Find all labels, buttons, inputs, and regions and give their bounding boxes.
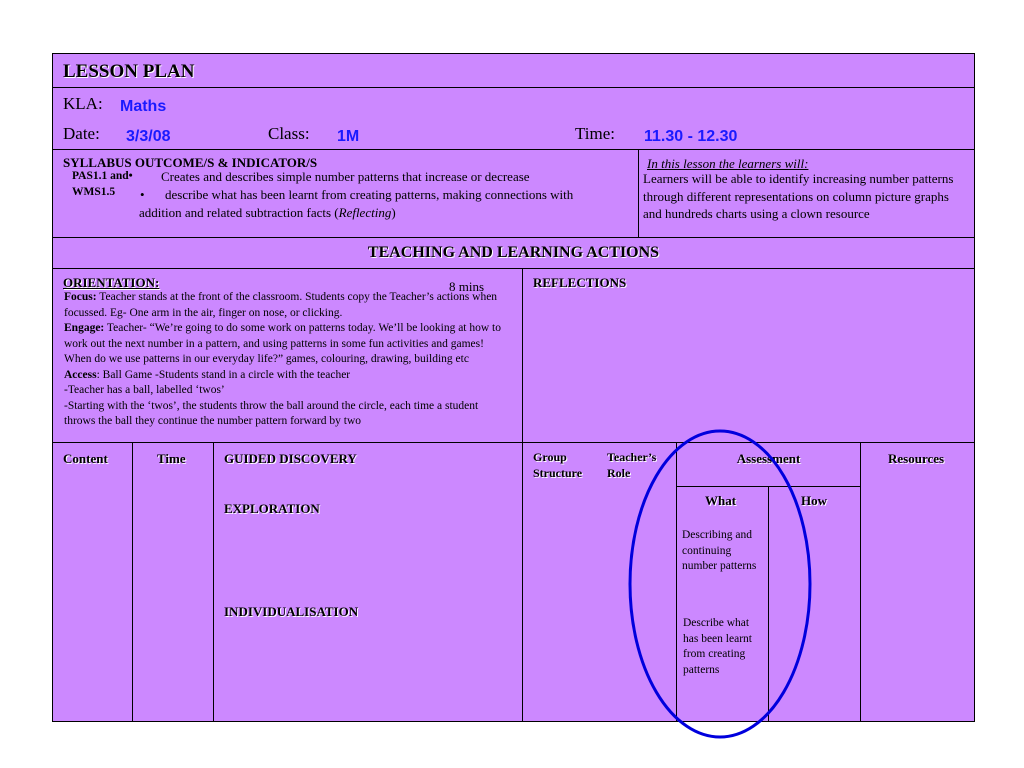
what-item-2: Describe what has been learnt from creating patterns (683, 617, 752, 676)
reflections-heading: REFLECTIONS (533, 275, 627, 290)
kla-label: KLA: (63, 94, 103, 113)
time-value: 11.30 - 12.30 (644, 128, 738, 145)
syllabus-heading: SYLLABUS OUTCOME/S & INDICATOR/S (63, 155, 318, 170)
date-label: Date: (63, 124, 100, 143)
learners-heading: In this lesson the learners will: (647, 156, 809, 171)
content-heading: Content (63, 451, 108, 466)
date-value: 3/3/08 (126, 128, 171, 145)
outcome-code-2: WMS1.5 (72, 186, 116, 198)
group-role-column (522, 442, 677, 722)
group-structure-heading: Group Structure (533, 450, 583, 480)
orientation-heading: ORIENTATION: (63, 275, 160, 290)
resources-heading: Resources (888, 451, 945, 466)
resources-column (860, 442, 975, 722)
outcome-line-2: describe what has been learnt from creating patterns, making connections with (165, 187, 574, 202)
engage-text: Teacher- “We’re going to do some work on patterns today. We’ll be looking at how to work out the next number in a pattern, and using patterns in some fun activities and games! When do we use patterns in our everyday life?” games, colouring, drawing, building etc (64, 322, 501, 365)
how-heading: How (801, 493, 827, 508)
outcome-line-1: Creates and describes simple number patterns that increase or decrease (161, 169, 530, 184)
engage-label: Engage: (64, 322, 105, 334)
access-label: Access (64, 368, 97, 381)
actions-heading-row (52, 237, 975, 269)
outcome-line-3-end: ) (391, 205, 396, 220)
exploration-heading: EXPLORATION (224, 501, 320, 516)
outcome-line-3-emphasis: Reflecting (338, 205, 392, 220)
orientation-cell (52, 268, 523, 443)
time-label: Time: (575, 124, 616, 143)
class-value: 1M (337, 128, 360, 145)
what-heading: What (705, 493, 737, 508)
access-step-1: -Teacher has a ball, labelled ‘twos’ (64, 384, 225, 396)
title-row (52, 53, 975, 88)
individualisation-heading: INDIVIDUALISATION (224, 604, 359, 619)
bullet-icon: • (140, 187, 145, 202)
outcome-code-1-text: PAS1.1 and (72, 170, 129, 182)
reflections-cell (522, 268, 975, 443)
syllabus-cell (52, 149, 639, 238)
orientation-body (64, 290, 511, 430)
details-row (52, 87, 975, 150)
orientation-duration: 8 mins (449, 279, 485, 294)
focus-text: Teacher stands at the front of the classroom. Students copy the Teacher’s actions when focussed. Eg- One arm in the air, finger on nose, or clicking. (64, 291, 498, 319)
learners-cell (638, 149, 975, 238)
guided-column (213, 442, 523, 722)
what-item-1: Describing and continuing number patterns (682, 529, 757, 572)
time-column (132, 442, 214, 722)
assessment-what-cell (676, 486, 769, 722)
bullet-icon: • (128, 170, 133, 182)
kla-value: Maths (120, 98, 167, 115)
class-label: Class: (268, 124, 310, 143)
assessment-heading: Assessment (736, 451, 801, 466)
assessment-header (676, 442, 861, 487)
learners-text: Learners will be able to identify increasing number patterns through different representations on column picture graphs and hundreds charts using a clown resource (643, 171, 954, 221)
teachers-role-heading: Teacher’s Role (607, 450, 657, 480)
access-step-2: -Starting with the ‘twos’, the students throw the ball around the circle, each time a student throws the ball they continue the number pattern forward by two (64, 399, 479, 427)
access-text: : Ball Game -Students stand in a circle with the teacher (96, 368, 351, 381)
assessment-how-cell (768, 486, 861, 722)
content-column (52, 442, 133, 722)
actions-heading: TEACHING AND LEARNING ACTIONS (367, 244, 660, 261)
guided-discovery-heading: GUIDED DISCOVERY (224, 451, 357, 466)
page-title: LESSON PLAN (63, 61, 195, 82)
outcome-code-1 (72, 170, 133, 182)
outcome-line-3 (139, 205, 396, 221)
time-heading: Time (157, 451, 186, 466)
focus-label: Focus: (64, 291, 97, 303)
outcome-line-3-start: addition and related subtraction facts ( (139, 205, 339, 220)
